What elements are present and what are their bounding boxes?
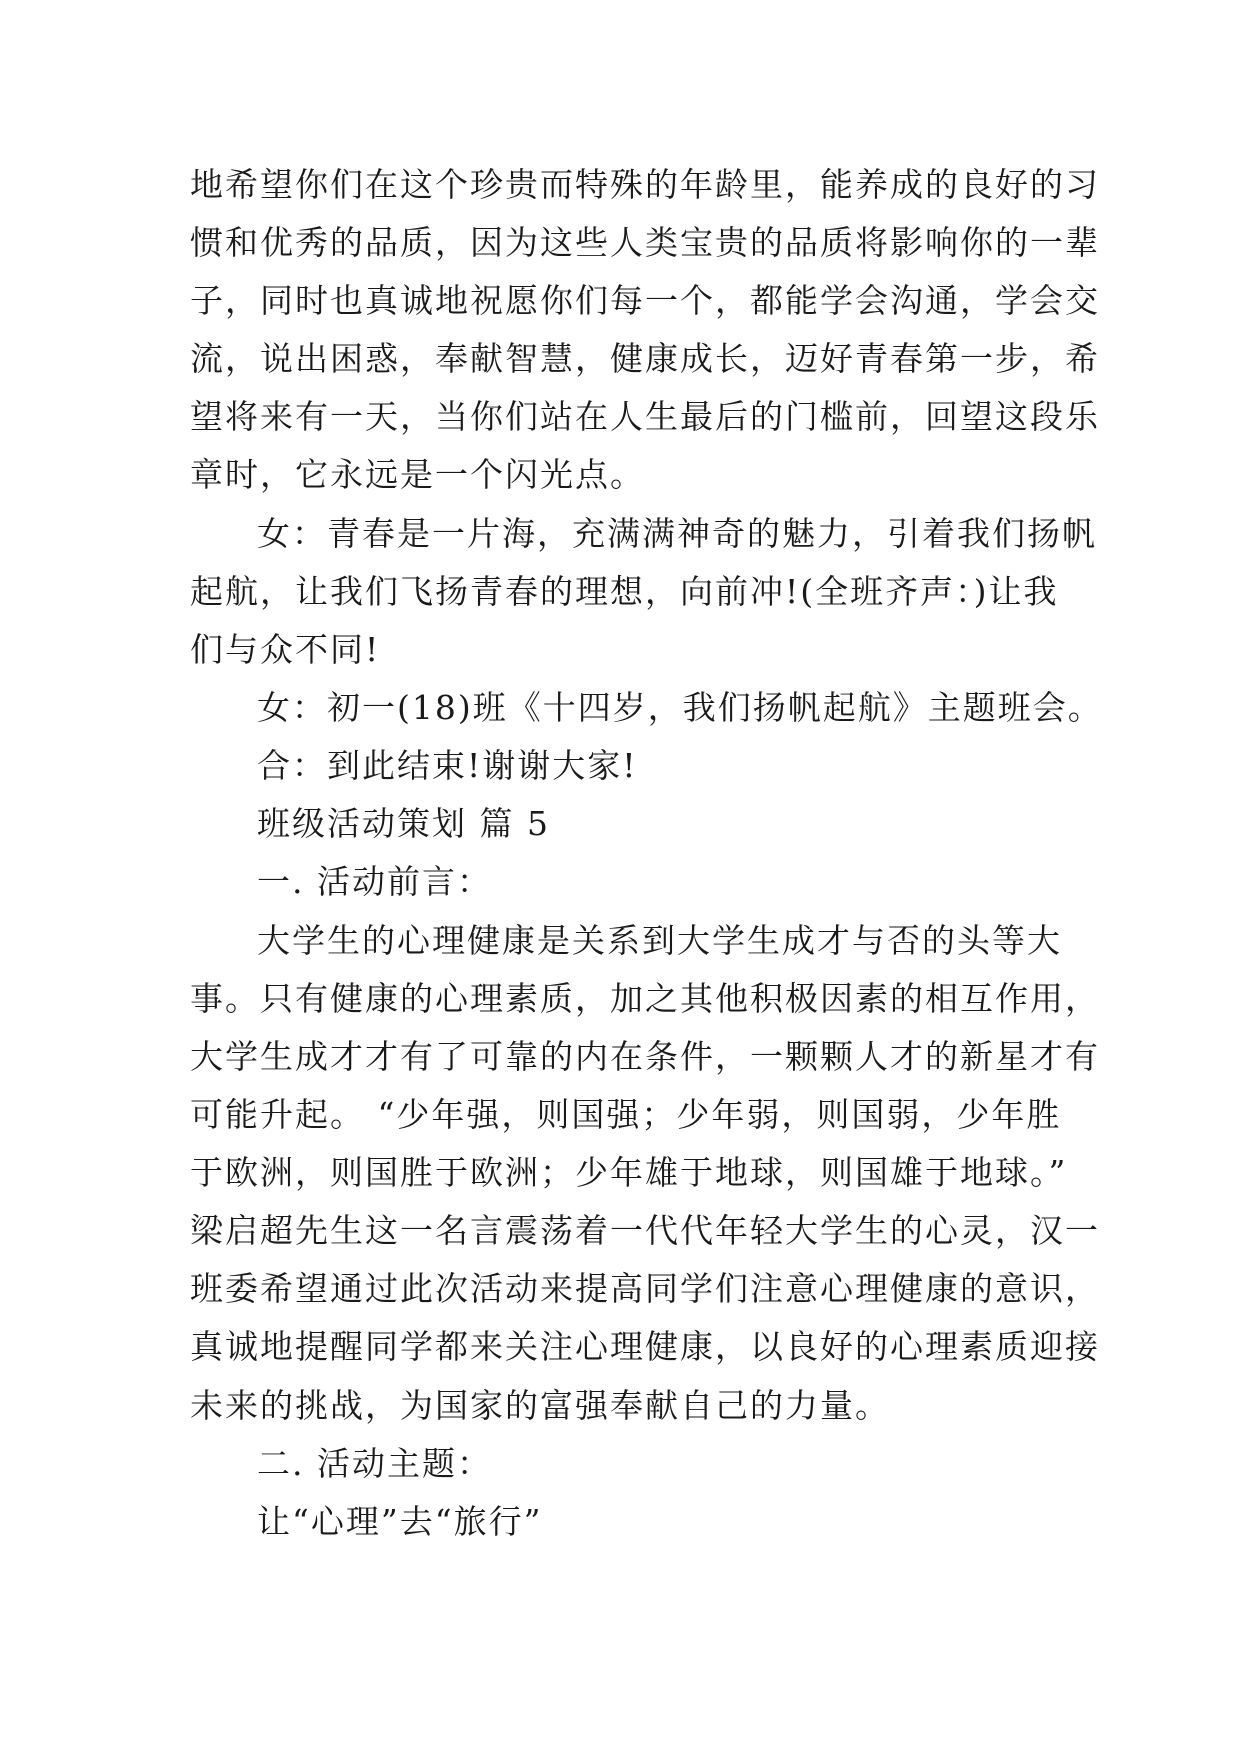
paragraph-line: 梁启超先生这一名言震荡着一代代年轻大学生的心灵，汉一: [190, 1211, 1100, 1250]
paragraph-line: 让“心理”去“旅行”: [257, 1502, 543, 1541]
paragraph-line: 真诚地提醒同学都来关注心理健康，以良好的心理素质迎接: [190, 1327, 1100, 1366]
paragraph-line: 事。只有健康的心理素质，加之其他积极因素的相互作用，: [190, 979, 1100, 1018]
paragraph-line: 们与众不同!: [190, 630, 381, 669]
paragraph-line: 大学生成才才有了可靠的内在条件，一颗颗人才的新星才有: [190, 1037, 1100, 1076]
dialogue-line: 合：到此结束!谢谢大家!: [257, 746, 638, 785]
dialogue-line: 女：初一(18)班《十四岁，我们扬帆起航》主题班会。: [257, 688, 1103, 727]
paragraph-line: 章时，它永远是一个闪光点。: [190, 455, 645, 494]
paragraph-line: 起航，让我们飞扬青春的理想，向前冲!(全班齐声：)让我: [190, 572, 1059, 611]
paragraph-line: 子，同时也真诚地祝愿你们每一个，都能学会沟通，学会交: [190, 281, 1100, 320]
paragraph-line: 未来的挑战，为国家的富强奉献自己的力量。: [190, 1386, 890, 1425]
paragraph-line: 流，说出困惑，奉献智慧，健康成长，迈好青春第一步，希: [190, 339, 1100, 378]
dialogue-line: 女：青春是一片海，充满满神奇的魅力，引着我们扬帆: [257, 514, 1097, 553]
paragraph-line: 于欧洲，则国胜于欧洲；少年雄于地球，则国雄于地球。”: [190, 1153, 1068, 1192]
paragraph-line: 地希望你们在这个珍贵而特殊的年龄里，能养成的良好的习: [190, 165, 1100, 204]
paragraph-line: 大学生的心理健康是关系到大学生成才与否的头等大: [257, 921, 1062, 960]
subsection-heading: 二. 活动主题：: [257, 1444, 492, 1483]
subsection-heading: 一. 活动前言：: [257, 862, 492, 901]
section-heading: 班级活动策划 篇 5: [257, 804, 550, 843]
paragraph-line: 望将来有一天，当你们站在人生最后的门槛前，回望这段乐: [190, 397, 1100, 436]
paragraph-line: 可能升起。 “少年强，则国强；少年弱，则国弱，少年胜: [190, 1095, 1062, 1134]
paragraph-line: 惯和优秀的品质，因为这些人类宝贵的品质将影响你的一辈: [190, 223, 1100, 262]
paragraph-line: 班委希望通过此次活动来提高同学们注意心理健康的意识，: [190, 1269, 1100, 1308]
